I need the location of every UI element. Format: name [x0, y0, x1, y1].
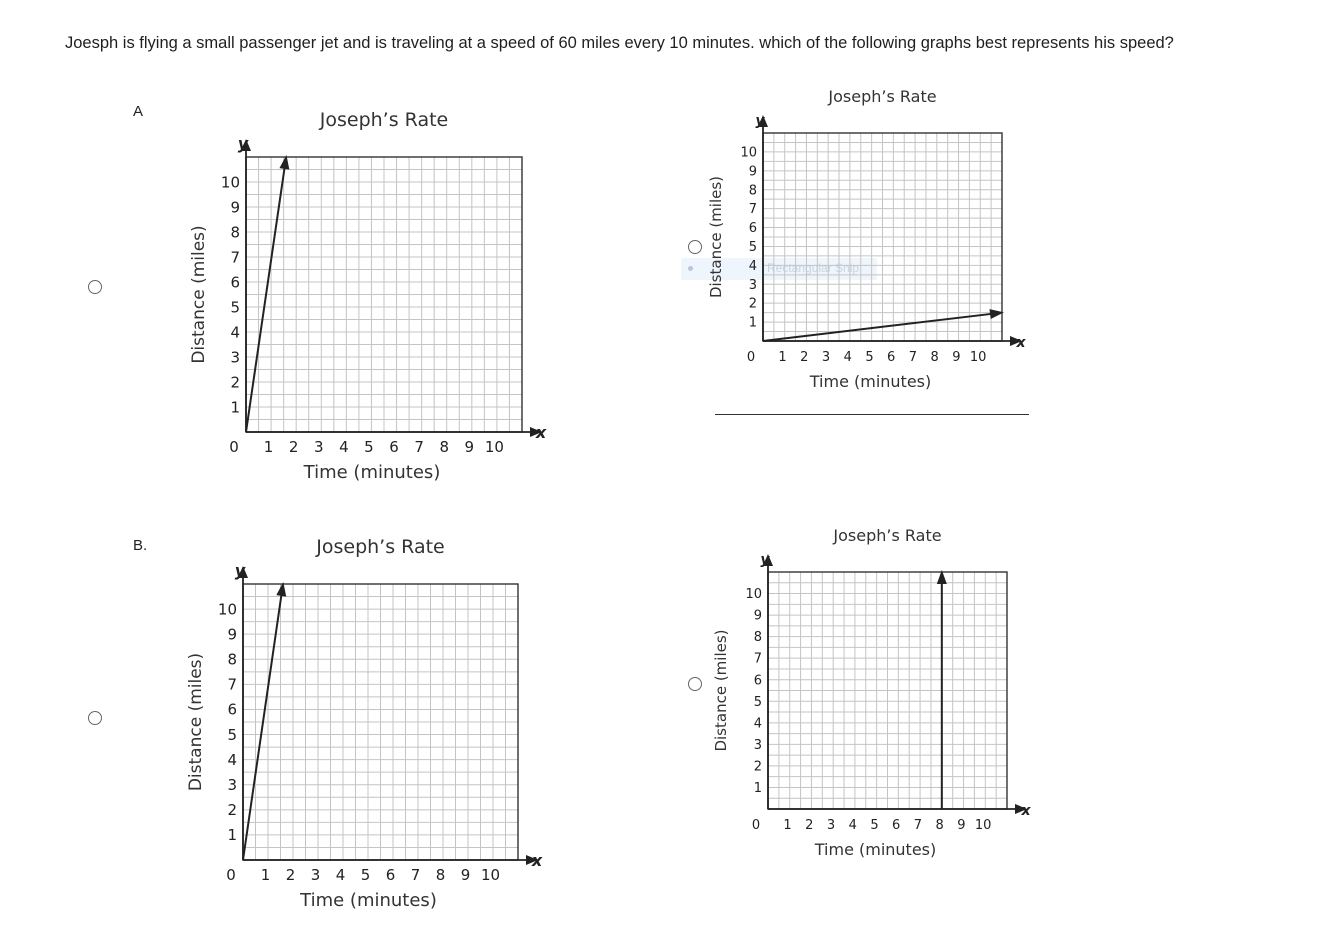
- y-tick-label: 7: [230, 248, 240, 267]
- origin-label: 0: [226, 866, 236, 884]
- y-tick-label: 4: [230, 323, 240, 342]
- x-axis-title: Time (minutes): [303, 462, 441, 483]
- chart-title: Joseph’s Rate: [833, 526, 942, 545]
- origin-label: 0: [746, 350, 756, 365]
- snip-label: Rectangular Snip: [767, 261, 860, 275]
- y-tick-label: 4: [753, 716, 762, 732]
- y-tick-label: 6: [227, 700, 237, 719]
- x-tick-label: 8: [935, 818, 944, 833]
- y-axis-title: Distance (miles): [712, 629, 730, 752]
- y-tick-label: 8: [748, 183, 757, 199]
- y-tick-label: 1: [748, 315, 757, 331]
- y-tick-label: 2: [748, 296, 757, 312]
- origin-label: 0: [751, 818, 761, 833]
- x-tick-label: 10: [969, 350, 987, 365]
- x-tick-label: 3: [313, 438, 324, 456]
- chart-title: Joseph’s Rate: [319, 109, 449, 131]
- x-tick-label: 1: [783, 818, 792, 833]
- x-axis-letter: x: [531, 851, 543, 870]
- x-tick-label: 3: [310, 866, 321, 884]
- x-tick-label: 10: [484, 438, 504, 456]
- x-tick-label: 5: [360, 866, 371, 884]
- x-axis-letter: x: [535, 423, 547, 442]
- x-tick-label: 8: [439, 438, 449, 456]
- x-tick-label: 4: [843, 350, 852, 365]
- y-tick-label: 9: [230, 198, 240, 217]
- y-tick-label: 1: [230, 398, 240, 417]
- x-tick-label: 4: [848, 818, 857, 833]
- x-tick-label: 4: [339, 438, 349, 456]
- y-tick-label: 5: [230, 298, 240, 317]
- x-tick-label: 4: [335, 866, 346, 884]
- y-tick-label: 1: [227, 826, 237, 845]
- x-tick-label: 10: [974, 818, 992, 833]
- chart-title: Joseph’s Rate: [828, 87, 937, 106]
- x-tick-label: 2: [288, 438, 299, 456]
- x-tick-label: 2: [285, 866, 296, 884]
- y-tick-label: 10: [220, 173, 240, 192]
- x-tick-label: 7: [414, 438, 424, 456]
- x-tick-label: 1: [263, 438, 274, 456]
- y-tick-label: 4: [748, 258, 757, 274]
- x-tick-label: 6: [887, 350, 896, 365]
- graph-option-4: [705, 523, 1035, 858]
- y-tick-label: 7: [753, 651, 762, 667]
- y-tick-label: 2: [227, 801, 237, 820]
- series-line: [763, 314, 992, 341]
- y-tick-label: 8: [227, 650, 237, 669]
- origin-label: 0: [229, 438, 239, 456]
- y-axis-title: Distance (miles): [189, 225, 209, 364]
- x-tick-label: 7: [908, 350, 918, 365]
- x-axis-title: Time (minutes): [300, 890, 437, 911]
- y-tick-label: 10: [740, 145, 757, 161]
- x-tick-label: 1: [260, 866, 271, 884]
- graph-option-1: [180, 100, 547, 490]
- x-tick-label: 5: [870, 818, 879, 833]
- option-letter-a: A: [133, 103, 144, 120]
- y-tick-label: 3: [227, 775, 237, 794]
- y-axis-letter: y: [234, 561, 246, 580]
- x-tick-label: 5: [364, 438, 374, 456]
- x-tick-label: 9: [952, 350, 961, 365]
- x-axis-title: Time (minutes): [814, 840, 937, 859]
- x-tick-label: 3: [826, 818, 836, 833]
- x-tick-label: 2: [800, 350, 809, 365]
- radio-option-3[interactable]: [88, 711, 102, 725]
- x-tick-label: 2: [805, 818, 814, 833]
- y-tick-label: 9: [753, 608, 762, 624]
- divider-line: [715, 414, 1029, 415]
- x-axis-letter: x: [1021, 803, 1031, 819]
- y-tick-label: 4: [227, 750, 237, 769]
- snip-dot-icon: [688, 266, 693, 271]
- y-tick-label: 7: [227, 675, 237, 694]
- y-axis-letter: y: [755, 113, 765, 129]
- y-tick-label: 3: [753, 737, 762, 753]
- x-tick-label: 8: [930, 350, 939, 365]
- x-tick-label: 7: [913, 818, 923, 833]
- y-tick-label: 5: [227, 725, 237, 744]
- y-axis-letter: y: [237, 134, 249, 153]
- x-tick-label: 6: [389, 438, 399, 456]
- y-tick-label: 2: [753, 759, 762, 775]
- x-tick-label: 3: [821, 350, 831, 365]
- graph-option-2: [700, 85, 1030, 420]
- x-tick-label: 6: [892, 818, 901, 833]
- y-tick-label: 3: [748, 277, 757, 293]
- x-tick-label: 7: [410, 866, 421, 884]
- y-tick-label: 10: [745, 587, 762, 603]
- x-axis-title: Time (minutes): [809, 372, 932, 391]
- chart-title: Joseph’s Rate: [316, 536, 445, 558]
- x-tick-label: 8: [435, 866, 446, 884]
- option-letter-b: B.: [133, 537, 148, 554]
- y-axis-title: Distance (miles): [186, 652, 206, 792]
- y-tick-label: 1: [753, 781, 762, 797]
- y-axis-letter: y: [760, 552, 770, 568]
- y-tick-label: 5: [753, 694, 762, 710]
- y-tick-label: 9: [748, 164, 757, 180]
- x-tick-label: 9: [460, 866, 471, 884]
- y-tick-label: 9: [227, 625, 237, 644]
- y-axis-title: Distance (miles): [707, 175, 725, 299]
- x-tick-label: 6: [385, 866, 396, 884]
- x-axis-letter: x: [1016, 335, 1026, 351]
- x-tick-label: 1: [778, 350, 787, 365]
- y-tick-label: 8: [230, 223, 240, 242]
- y-tick-label: 3: [230, 348, 240, 367]
- y-tick-label: 6: [230, 273, 240, 292]
- y-tick-label: 5: [748, 240, 757, 256]
- y-tick-label: 2: [230, 373, 240, 392]
- x-tick-label: 9: [957, 818, 966, 833]
- radio-option-1[interactable]: [88, 280, 102, 294]
- y-tick-label: 8: [753, 630, 762, 646]
- x-tick-label: 10: [480, 866, 501, 884]
- x-tick-label: 9: [464, 438, 475, 456]
- y-tick-label: 6: [753, 673, 762, 689]
- x-tick-label: 5: [865, 350, 874, 365]
- y-tick-label: 10: [217, 600, 237, 619]
- y-tick-label: 7: [748, 202, 757, 218]
- graph-option-3: [178, 528, 543, 918]
- question-text: Joesph is flying a small passenger jet and is traveling at a speed of 60 miles every 10 minutes. which of the following graphs best represents his speed?: [65, 34, 1174, 52]
- y-tick-label: 6: [748, 221, 757, 237]
- radio-option-4[interactable]: [688, 677, 702, 691]
